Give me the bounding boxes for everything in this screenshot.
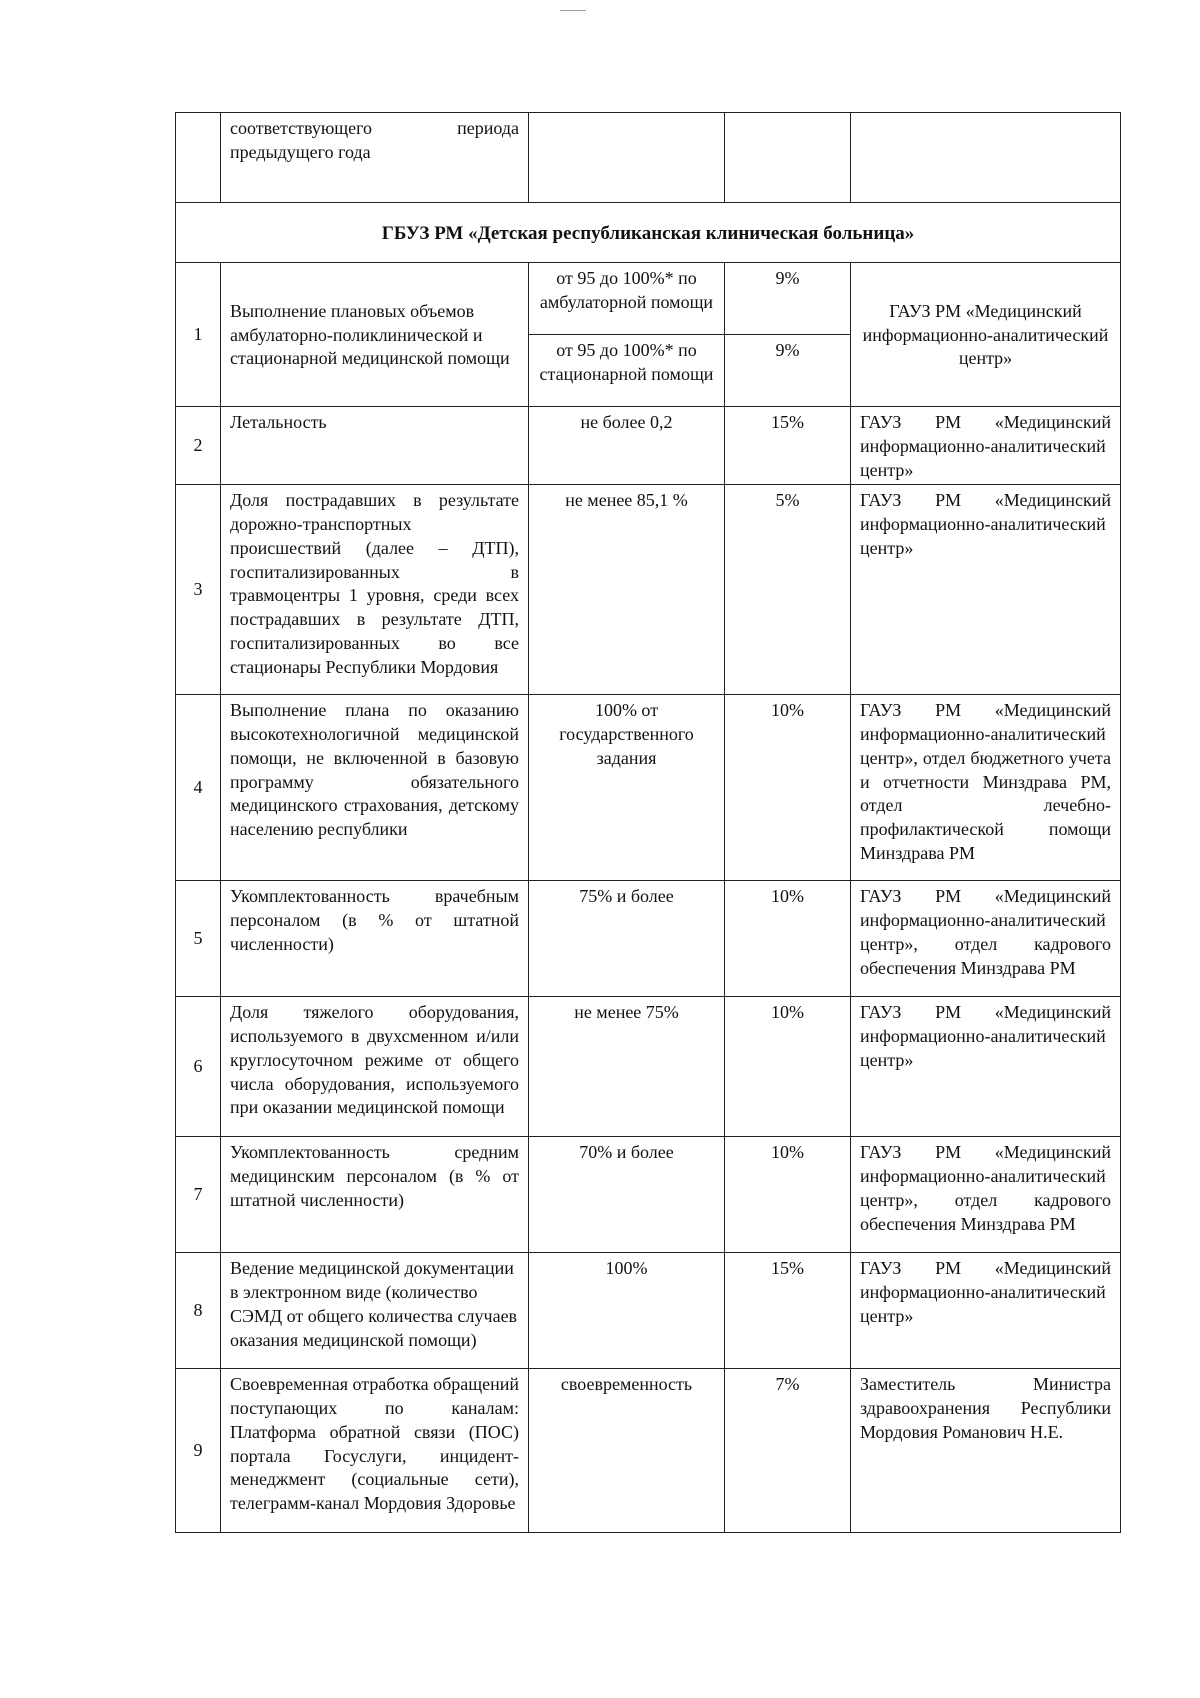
weight-cell: 10% <box>725 881 851 997</box>
criterion-cell: Выполнение плана по оказанию высокотехнологичной медицинской помощи, не включенной в базовую программу обязательного медицинского страхования, детскому населению республики <box>221 695 529 881</box>
table-row <box>176 1369 1121 1533</box>
criterion-cell: Укомплектованность средним медицинским персоналом (в % от штатной численности) <box>221 1137 529 1253</box>
weight-cell: 15% <box>725 407 851 485</box>
value-cell: не более 0,2 <box>529 407 725 485</box>
criteria-table <box>175 112 1121 1533</box>
criterion-cell: Выполнение плановых объемов амбулаторно-поликлинической и стационарной медицинской помощи <box>221 263 529 407</box>
value-cell: от 95 до 100%* по амбулаторной помощи <box>529 263 725 335</box>
source-cell: ГАУЗ РМ «Медицинский информационно-аналитический центр», отдел бюджетного учета и отчетности Минздрава РМ, отдел лечебно-профилактической помощи Минздрава РМ <box>851 695 1121 881</box>
value-cell: не менее 75% <box>529 997 725 1137</box>
source-cell: ГАУЗ РМ «Медицинский информационно-аналитический центр», отдел кадрового обеспечения Минздрава РМ <box>851 881 1121 997</box>
row-number-cell: 6 <box>176 997 221 1137</box>
source-cell: ГАУЗ РМ «Медицинский информационно-аналитический центр», отдел кадрового обеспечения Минздрава РМ <box>851 1137 1121 1253</box>
row-number-cell: 4 <box>176 695 221 881</box>
weight-cell: 9% <box>725 263 851 335</box>
row-number-cell: 1 <box>176 263 221 407</box>
weight-cell: 15% <box>725 1253 851 1369</box>
value-cell: своевременность <box>529 1369 725 1533</box>
criterion-cell: Летальность <box>221 407 529 485</box>
criterion-cell: соответствующего периода предыдущего года <box>221 113 529 203</box>
row-number-cell: 8 <box>176 1253 221 1369</box>
value-cell: 100% от государственного задания <box>529 695 725 881</box>
value-cell <box>529 113 725 203</box>
row-number-cell: 5 <box>176 881 221 997</box>
weight-cell: 5% <box>725 485 851 695</box>
weight-cell: 10% <box>725 997 851 1137</box>
row-number-cell: 2 <box>176 407 221 485</box>
criterion-cell: Укомплектованность врачебным персоналом (в % от штатной численности) <box>221 881 529 997</box>
source-cell: ГАУЗ РМ «Медицинский информационно-аналитический центр» <box>851 407 1121 485</box>
table-row <box>176 1137 1121 1253</box>
value-cell: 75% и более <box>529 881 725 997</box>
table-row <box>176 881 1121 997</box>
row-number-cell: 7 <box>176 1137 221 1253</box>
weight-cell <box>725 113 851 203</box>
page-top-mark <box>560 10 586 11</box>
criterion-cell: Своевременная отработка обращений поступающих по каналам: Платформа обратной связи (ПОС) портала Госуслуги, инцидент-менеджмент (социальные сети), телеграмм-канал Мордовия Здоровье <box>221 1369 529 1533</box>
table-row <box>176 1253 1121 1369</box>
table-row-continued <box>176 113 1121 203</box>
weight-cell: 10% <box>725 695 851 881</box>
row-number-cell: 3 <box>176 485 221 695</box>
value-cell: не менее 85,1 % <box>529 485 725 695</box>
organization-header: ГБУЗ РМ «Детская республиканская клиническая больница» <box>176 203 1121 263</box>
table-row <box>176 695 1121 881</box>
weight-cell: 7% <box>725 1369 851 1533</box>
source-cell: ГАУЗ РМ «Медицинский информационно-аналитический центр» <box>851 485 1121 695</box>
source-cell: ГАУЗ РМ «Медицинский информационно-аналитический центр» <box>851 263 1121 407</box>
table-row <box>176 997 1121 1137</box>
value-cell: 100% <box>529 1253 725 1369</box>
weight-cell: 9% <box>725 335 851 407</box>
source-cell: ГАУЗ РМ «Медицинский информационно-аналитический центр» <box>851 1253 1121 1369</box>
value-cell: 70% и более <box>529 1137 725 1253</box>
value-cell: от 95 до 100%* по стационарной помощи <box>529 335 725 407</box>
table-row <box>176 485 1121 695</box>
criterion-cell: Доля тяжелого оборудования, используемого в двухсменном и/или круглосуточном режиме от общего числа оборудования, используемого при оказании медицинской помощи <box>221 997 529 1137</box>
source-cell: Заместитель Министра здравоохранения Республики Мордовия Романович Н.Е. <box>851 1369 1121 1533</box>
table-row <box>176 407 1121 485</box>
organization-header-row <box>176 203 1121 263</box>
criterion-cell: Ведение медицинской документации в электронном виде (количество СЭМД от общего количества случаев оказания медицинской помощи) <box>221 1253 529 1369</box>
table-row <box>176 263 1121 335</box>
source-cell <box>851 113 1121 203</box>
criterion-cell: Доля пострадавших в результате дорожно-транспортных происшествий (далее – ДТП), госпитализированных в травмоцентры 1 уровня, среди всех пострадавших в результате ДТП, госпитализированных во все стационары Республики Мордовия <box>221 485 529 695</box>
weight-cell: 10% <box>725 1137 851 1253</box>
source-cell: ГАУЗ РМ «Медицинский информационно-аналитический центр» <box>851 997 1121 1137</box>
row-number-cell: 9 <box>176 1369 221 1533</box>
row-number-cell <box>176 113 221 203</box>
